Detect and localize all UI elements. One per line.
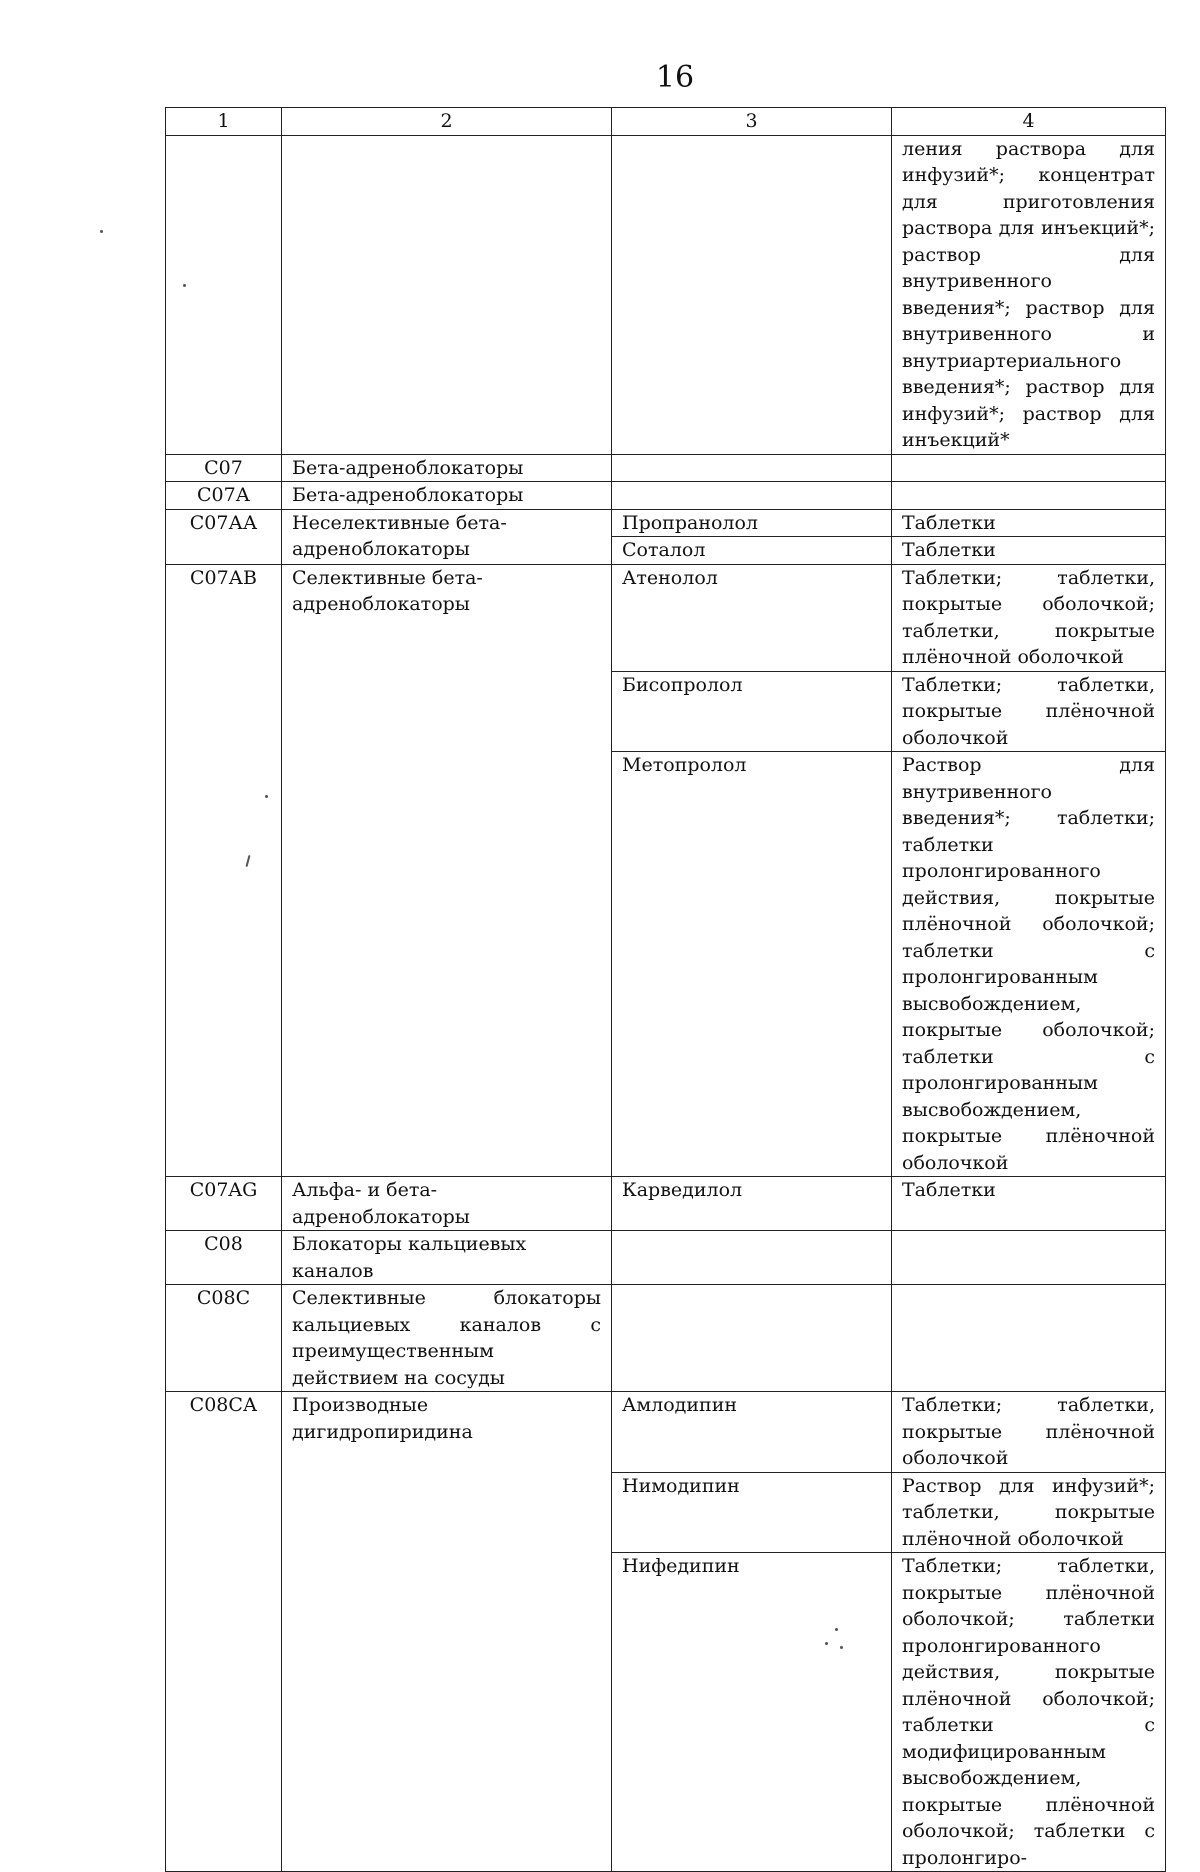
dosage-form-cell: Таблетки; таблетки, покрытые плёночной оболочкой bbox=[892, 671, 1166, 752]
table-row bbox=[166, 1392, 1166, 1473]
drug-name-cell: Соталол bbox=[612, 537, 892, 565]
table-row bbox=[166, 1285, 1166, 1392]
atc-code-cell: С07 bbox=[166, 454, 282, 482]
atc-code-cell: С08 bbox=[166, 1231, 282, 1285]
table-row bbox=[166, 482, 1166, 510]
scan-speck bbox=[100, 230, 103, 233]
atc-code-cell: С07AG bbox=[166, 1177, 282, 1231]
drug-name-cell: Амлодипин bbox=[612, 1392, 892, 1473]
drug-name-cell bbox=[612, 1285, 892, 1392]
scan-speck bbox=[825, 1642, 828, 1645]
dosage-form-cell bbox=[892, 1285, 1166, 1392]
atc-code-cell: С07АА bbox=[166, 509, 282, 564]
group-cell bbox=[282, 135, 612, 454]
dosage-form-cell: ления раствора для инфузий*; концентрат для приготовления раствора для инъекций*; раствор для внутривенного введения*; раствор для внутривенного и внутриартериального введения*; раствор для инфузий*; раствор для инъекций* bbox=[892, 135, 1166, 454]
atc-code-cell bbox=[166, 135, 282, 454]
group-cell: Блокаторы кальциевых каналов bbox=[282, 1231, 612, 1285]
dosage-form-cell bbox=[892, 1231, 1166, 1285]
column-header: 4 bbox=[892, 108, 1166, 136]
table-row bbox=[166, 454, 1166, 482]
table-row bbox=[166, 135, 1166, 454]
drug-name-cell: Карведилол bbox=[612, 1177, 892, 1231]
dosage-form-cell: Таблетки; таблетки, покрытые плёночной оболочкой bbox=[892, 1392, 1166, 1473]
atc-code-cell: С08С bbox=[166, 1285, 282, 1392]
drug-name-cell: Пропранолол bbox=[612, 509, 892, 537]
drug-name-cell bbox=[612, 135, 892, 454]
atc-code-cell: С07АВ bbox=[166, 564, 282, 1177]
dosage-form-cell: Таблетки; таблетки, покрытые оболочкой; таблетки, покрытые плёночной оболочкой bbox=[892, 564, 1166, 671]
drug-table bbox=[165, 107, 1166, 1872]
drug-name-cell: Метопролол bbox=[612, 752, 892, 1177]
drug-name-cell: Атенолол bbox=[612, 564, 892, 671]
dosage-form-cell: Таблетки bbox=[892, 509, 1166, 537]
scan-speck bbox=[835, 1628, 838, 1631]
column-header: 2 bbox=[282, 108, 612, 136]
drug-name-cell: Нифедипин bbox=[612, 1553, 892, 1872]
scan-speck bbox=[183, 284, 186, 287]
drug-name-cell: Нимодипин bbox=[612, 1472, 892, 1553]
dosage-form-cell: Таблетки; таблетки, покрытые плёночной оболочкой; таблетки пролонгированного действия, покрытые плёночной оболочкой; таблетки с модифицированным высвобождением, покрытые плёночной оболочкой; таблетки с пролонгиро- bbox=[892, 1553, 1166, 1872]
page-number: 16 bbox=[655, 60, 695, 95]
group-cell: Альфа- и бета-адреноблокаторы bbox=[282, 1177, 612, 1231]
dosage-form-cell: Таблетки bbox=[892, 537, 1166, 565]
group-cell: Селективные блокаторы кальциевых каналов с преимущественным действием на сосуды bbox=[282, 1285, 612, 1392]
group-cell: Бета-адреноблокаторы bbox=[282, 482, 612, 510]
dosage-form-cell: Раствор для инфузий*; таблетки, покрытые плёночной оболочкой bbox=[892, 1472, 1166, 1553]
column-header: 3 bbox=[612, 108, 892, 136]
atc-code-cell: С08СА bbox=[166, 1392, 282, 1872]
dosage-form-cell bbox=[892, 482, 1166, 510]
column-header: 1 bbox=[166, 108, 282, 136]
table-row bbox=[166, 564, 1166, 671]
atc-code-cell: С07А bbox=[166, 482, 282, 510]
drug-name-cell bbox=[612, 454, 892, 482]
group-cell: Бета-адреноблокаторы bbox=[282, 454, 612, 482]
table-header-row bbox=[166, 108, 1166, 136]
table-row bbox=[166, 509, 1166, 537]
dosage-form-cell: Раствор для внутривенного введения*; таблетки; таблетки пролонгированного действия, покрытые плёночной оболочкой; таблетки с пролонгированным высвобождением, покрытые оболочкой; таблетки с пролонгированным высвобождением, покрытые плёночной оболочкой bbox=[892, 752, 1166, 1177]
table-row bbox=[166, 1177, 1166, 1231]
drug-name-cell bbox=[612, 1231, 892, 1285]
dosage-form-cell: Таблетки bbox=[892, 1177, 1166, 1231]
table-row bbox=[166, 1231, 1166, 1285]
dosage-form-cell bbox=[892, 454, 1166, 482]
scan-speck bbox=[840, 1646, 843, 1649]
group-cell: Селективные бета-адреноблокаторы bbox=[282, 564, 612, 1177]
drug-name-cell: Бисопролол bbox=[612, 671, 892, 752]
group-cell: Производные дигидропиридина bbox=[282, 1392, 612, 1872]
group-cell: Неселективные бета-адреноблокаторы bbox=[282, 509, 612, 564]
drug-name-cell bbox=[612, 482, 892, 510]
scan-speck bbox=[265, 795, 268, 798]
